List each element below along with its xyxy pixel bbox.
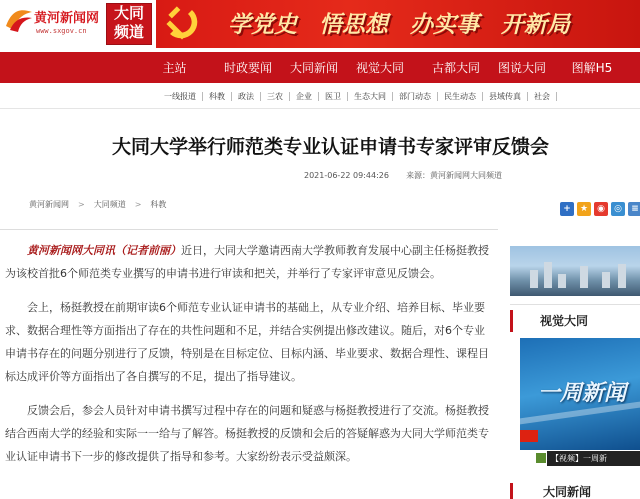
breadcrumb-item[interactable]: 科教: [150, 200, 167, 209]
video-overlay-text: 一周新闻: [538, 381, 627, 406]
video-caption-icon: [536, 453, 546, 463]
channel-badge[interactable]: [106, 3, 152, 45]
breadcrumb-item[interactable]: 黄河新闻网: [29, 200, 69, 209]
subnav-item[interactable]: 社会: [528, 92, 557, 101]
sidebar-divider: [510, 304, 640, 305]
nav-item-photo-datong[interactable]: 图说大同: [497, 61, 546, 75]
channel-badge-line1: 大同: [113, 4, 144, 22]
subnav-item[interactable]: 企业: [290, 92, 319, 101]
nav-item-datong-news[interactable]: 大同新闻: [289, 61, 338, 75]
city-photo[interactable]: [510, 246, 640, 296]
video-caption[interactable]: 【视频】一周新: [547, 451, 640, 466]
main-nav: [0, 52, 640, 83]
video-thumbnail[interactable]: [520, 338, 640, 450]
subnav-item[interactable]: 医卫: [319, 92, 348, 101]
logo-url: www.sxgov.cn: [36, 27, 87, 35]
channel-badge-line2: 频道: [113, 23, 144, 41]
nav-item-main-site[interactable]: 主站: [162, 61, 187, 75]
party-history-banner[interactable]: [156, 0, 640, 48]
banner-slogan: [228, 6, 570, 39]
subnav-item[interactable]: 民生动态: [438, 92, 483, 101]
slogan-part: 办实事: [410, 12, 479, 38]
subnav-item[interactable]: 县域传真: [483, 92, 528, 101]
nav-item-h5[interactable]: 图解H5: [571, 61, 613, 75]
header-divider: [0, 229, 498, 230]
subnav-item[interactable]: 科教: [203, 92, 232, 101]
right-sidebar: [510, 238, 640, 499]
slogan-part: 学党史: [228, 12, 297, 38]
hammer-sickle-icon: [162, 4, 202, 44]
subnav-item[interactable]: 三农: [261, 92, 290, 101]
breadcrumb-separator: >: [78, 200, 85, 209]
subnav-item[interactable]: 一线报道: [0, 92, 203, 101]
logo-wave-icon: [4, 4, 34, 34]
paragraph-text: 近日，大同大学邀请西南大学教师教育发展中心副主任杨挺教授为该校首批6个师范类专业撰写的申请书进行审读和把关，并举行了专家评审意见反馈会。: [5, 244, 489, 280]
nav-item-visual-datong[interactable]: 视觉大同: [355, 61, 404, 75]
subnav-item[interactable]: 政法: [232, 92, 261, 101]
breadcrumb-item[interactable]: 大同频道: [93, 200, 126, 209]
flag-icon: [520, 430, 538, 442]
sidebar-heading-news[interactable]: 大同新闻: [510, 483, 640, 499]
breadcrumb-separator: >: [134, 200, 142, 209]
subnav-item[interactable]: 生态大同: [348, 92, 393, 101]
article-paragraph: 反馈会后，参会人员针对申请书撰写过程中存在的问题和疑惑与杨挺教授进行了交流。杨挺教授结合西南大学的经验和实际一一给与了解答。杨挺教授的反馈和会后的答疑解惑为大同大学师范类专业认证申请书下一步的修改提供了指导和参考。大家纷纷表示受益颇深。: [5, 404, 489, 463]
qzone-share-icon[interactable]: ★: [577, 202, 591, 216]
slogan-part: 开新局: [501, 12, 570, 38]
weibo-share-icon[interactable]: ◉: [594, 202, 608, 216]
article-source: 来源：黄河新闻网大同频道: [406, 171, 503, 180]
wechat-share-icon[interactable]: ◎: [611, 202, 625, 216]
article-meta: [304, 170, 502, 181]
logo-name: 黄河新闻网: [34, 11, 100, 26]
sidebar-heading-visual[interactable]: 视觉大同: [510, 310, 640, 332]
article-paragraph: 会上，杨挺教授在前期审读6个师范专业认证申请书的基础上，从专业介绍、培养目标、毕业要求、数据合理性等方面指出了存在的共性问题和不足，并结合实例提出修改建议。随后，对6个专业申请书存在的问题分别进行了反馈，特别是在目标定位、目标内涵、毕业要求、数据合理性、课程目标达成评价等方面指出了各自撰写的不足，提出了指导建议。: [5, 301, 489, 383]
subnav-item[interactable]: 部门动态: [393, 92, 438, 101]
article-datetime: 2021-06-22 09:44:26: [304, 171, 389, 180]
more-share-icon[interactable]: ≡: [628, 202, 640, 216]
article-paragraph: [5, 239, 495, 285]
site-logo[interactable]: [0, 0, 100, 50]
subnav-divider: [0, 108, 640, 109]
article-body: [5, 239, 495, 479]
site-header: [0, 0, 640, 50]
share-bar: [560, 202, 640, 216]
article-title: 大同大学举行师范类专业认证申请书专家评审反馈会: [112, 136, 550, 158]
breadcrumb: [29, 199, 166, 210]
nav-item-ancient-datong[interactable]: 古都大同: [431, 61, 480, 75]
plus-share-icon[interactable]: +: [560, 202, 574, 216]
lead-source: 黄河新闻网大同讯（记者前丽）: [27, 244, 181, 257]
slogan-part: 悟思想: [319, 12, 388, 38]
nav-item-politics[interactable]: 时政要闻: [223, 61, 272, 75]
sub-nav: [0, 86, 640, 106]
